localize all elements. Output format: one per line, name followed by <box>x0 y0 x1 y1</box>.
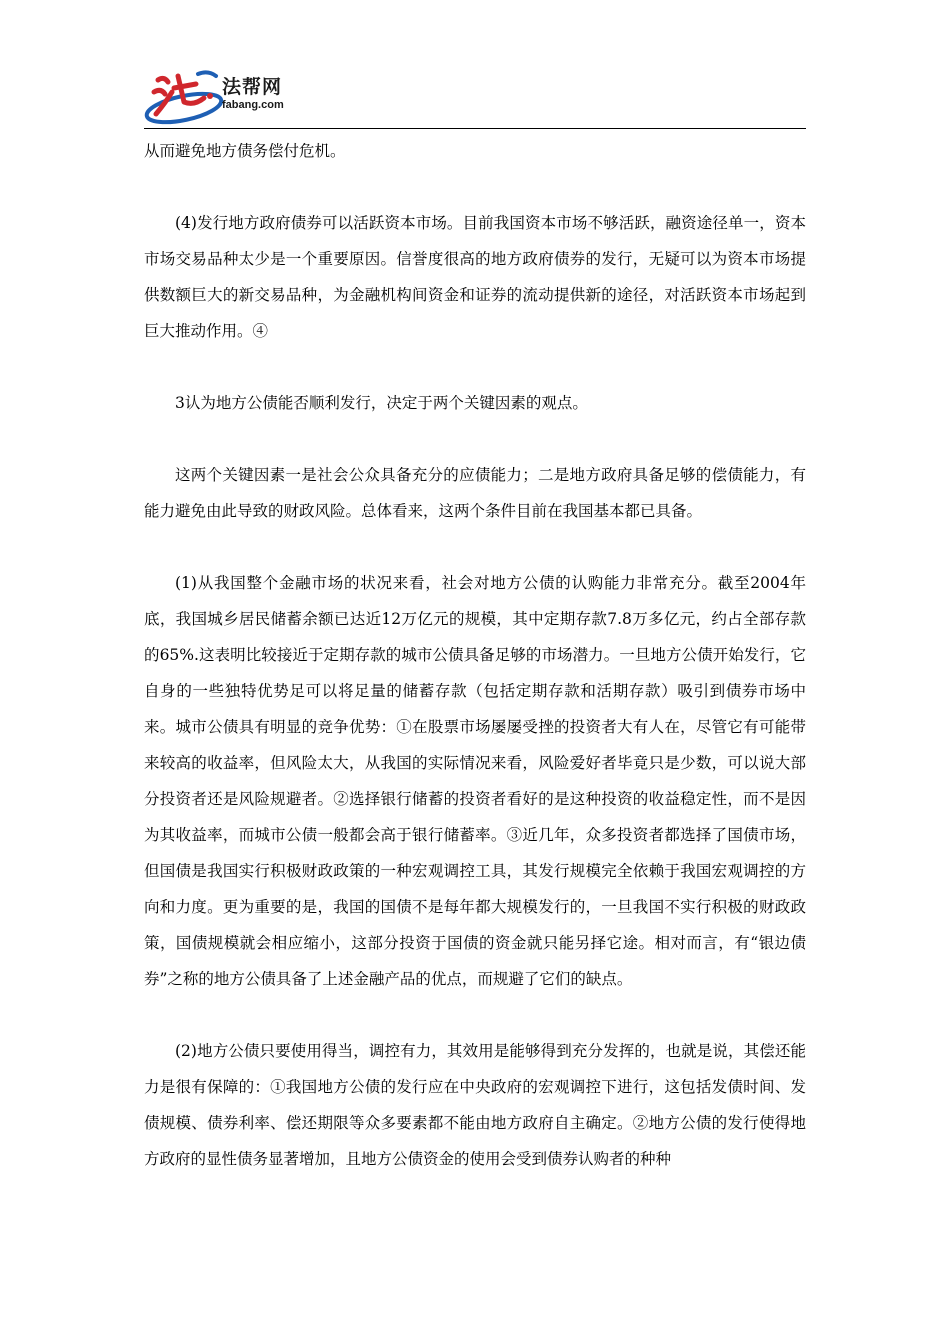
logo-title: 法帮网 <box>222 76 283 98</box>
paragraph: 3认为地方公债能否顺利发行，决定于两个关键因素的观点。 <box>175 394 588 412</box>
page-header <box>144 62 806 128</box>
paragraph: 从而避免地方债务偿付危机。 <box>144 142 346 160</box>
paragraph: (2)地方公债只要使用得当，调控有力，其效用是能够得到充分发挥的，也就是说，其偿还能力是很有保障的：①我国地方公债的发行应在中央政府的宏观调控下进行，这包括发债时间、发债规模、债券利率、偿还期限等众多要素都不能由地方政府自主确定。②地方公债的发行使得地方政府的显性债务显著增加，且地方公债资金的使用会受到债券认购者的种种 <box>144 1042 806 1168</box>
paragraph: (1)从我国整个金融市场的状况来看，社会对地方公债的认购能力非常充分。截至2004年底，我国城乡居民储蓄余额已达近12万亿元的规模，其中定期存款7.8万多亿元，约占全部存款的65%.这表明比较接近于定期存款的城市公债具备足够的市场潜力。一旦地方公债开始发行，它自身的一些独特优势足可以将足量的储蓄存款（包括定期存款和活期存款）吸引到债券市场中来。城市公债具有明显的竞争优势：①在股票市场屡屡受挫的投资者大有人在，尽管它有可能带来较高的收益率，但风险太大，从我国的实际情况来看，风险爱好者毕竟只是少数，可以说大部分投资者还是风险规避者。②选择银行储蓄的投资者看好的是这种投资的收益稳定性，而不是因为其收益率，而城市公债一般都会高于银行储蓄率。③近几年，众多投资者都选择了国债市场，但国债是我国实行积极财政政策的一种宏观调控工具，其发行规模完全依赖于我国宏观调控的方向和力度。更为重要的是，我国的国债不是每年都大规模发行的，一旦我国不实行积极的财政政策，国债规模就会相应缩小，这部分投资于国债的资金就只能另择它途。相对而言，有“银边债券”之称的地方公债具备了上述金融产品的优点，而规避了它们的缺点。 <box>144 574 806 988</box>
header-divider <box>144 128 806 129</box>
paragraph-gap <box>144 349 806 385</box>
paragraph-gap <box>144 169 806 205</box>
paragraph: (4)发行地方政府债券可以活跃资本市场。目前我国资本市场不够活跃，融资途径单一，资本市场交易品种太少是一个重要原因。信誉度很高的地方政府债券的发行，无疑可以为资本市场提供数额巨大的新交易品种，为金融机构间资金和证券的流动提供新的途径，对活跃资本市场起到巨大推动作用。④ <box>144 214 806 340</box>
paragraph-gap <box>144 997 806 1033</box>
paragraph-gap <box>144 529 806 565</box>
logo-text <box>222 76 284 112</box>
document-body <box>144 133 806 1177</box>
logo-domain: fabang.com <box>222 99 284 111</box>
fabang-logo-icon <box>144 62 232 128</box>
paragraph-gap <box>144 421 806 457</box>
paragraph: 这两个关键因素一是社会公众具备充分的应债能力；二是地方政府具备足够的偿债能力，有能力避免由此导致的财政风险。总体看来，这两个条件目前在我国基本都已具备。 <box>144 466 806 520</box>
